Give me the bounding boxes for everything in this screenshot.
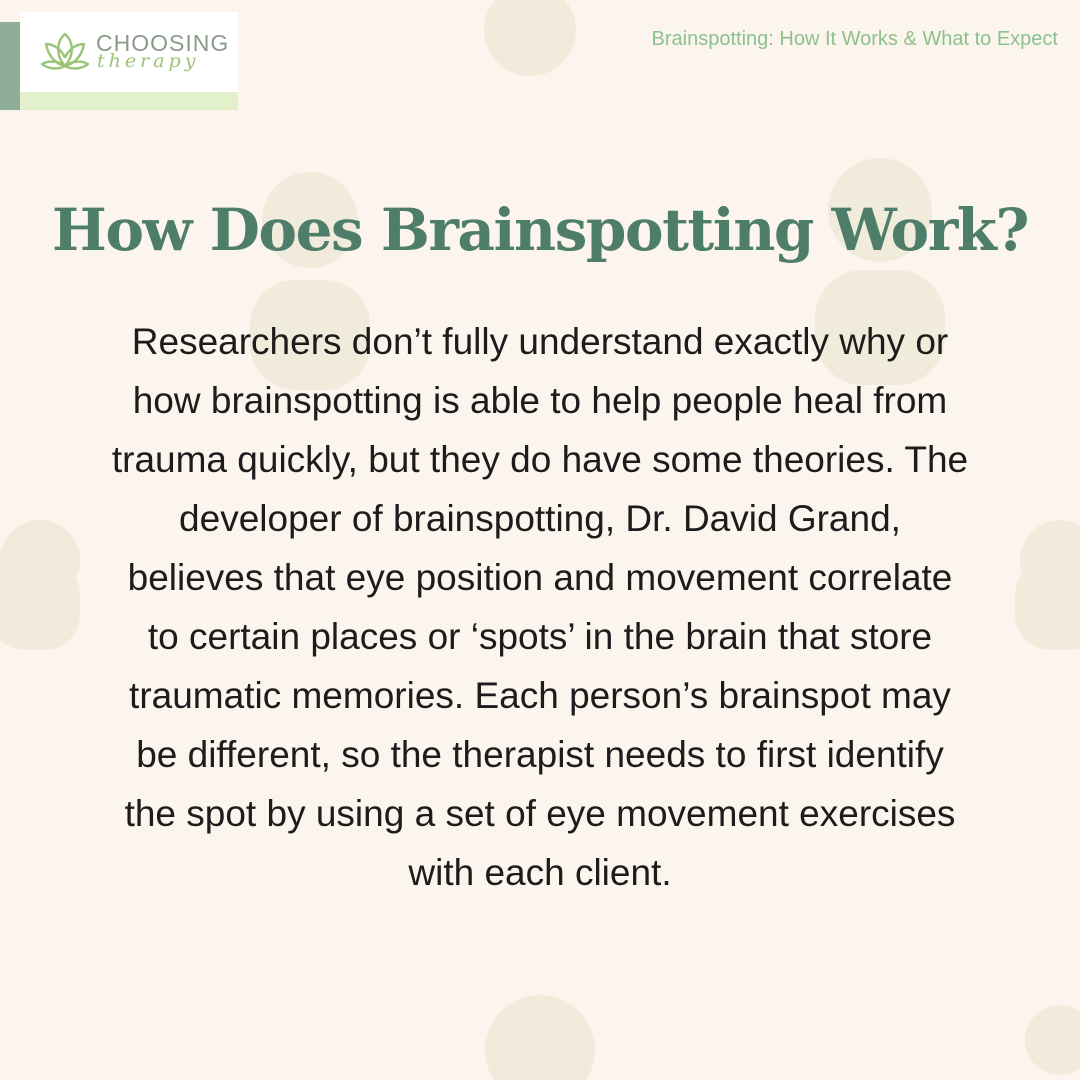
logo-wordmark-therapy: therapy [97, 50, 200, 72]
person-silhouette-icon [484, 0, 576, 76]
lotus-icon [40, 28, 90, 74]
article-subtitle: Brainspotting: How It Works & What to Expect [651, 28, 1058, 50]
person-silhouette-icon [1015, 520, 1080, 650]
logo-accent-bottom [20, 92, 238, 110]
logo [0, 0, 240, 112]
person-silhouette-icon [0, 520, 80, 650]
logo-wordmark-choosing: CHOOSING [96, 30, 230, 56]
person-silhouette-icon [1025, 1005, 1080, 1075]
logo-accent-left [0, 22, 20, 110]
body-paragraph: Researchers don’t fully understand exactly why or how brainspotting is able to help people heal from trauma quickly, but they do have some theories. The developer of brainspotting, Dr. David Grand, believes that eye position and movement correlate to certain places or ‘spots’ in the brain that store traumatic memories. Each person’s brainspot may be different, so the therapist needs to first identify the spot by using a set of eye movement exercises with each client. [111, 321, 969, 893]
page-title: How Does Brainspotting Work? [52, 196, 1028, 264]
person-silhouette-icon [485, 995, 595, 1080]
